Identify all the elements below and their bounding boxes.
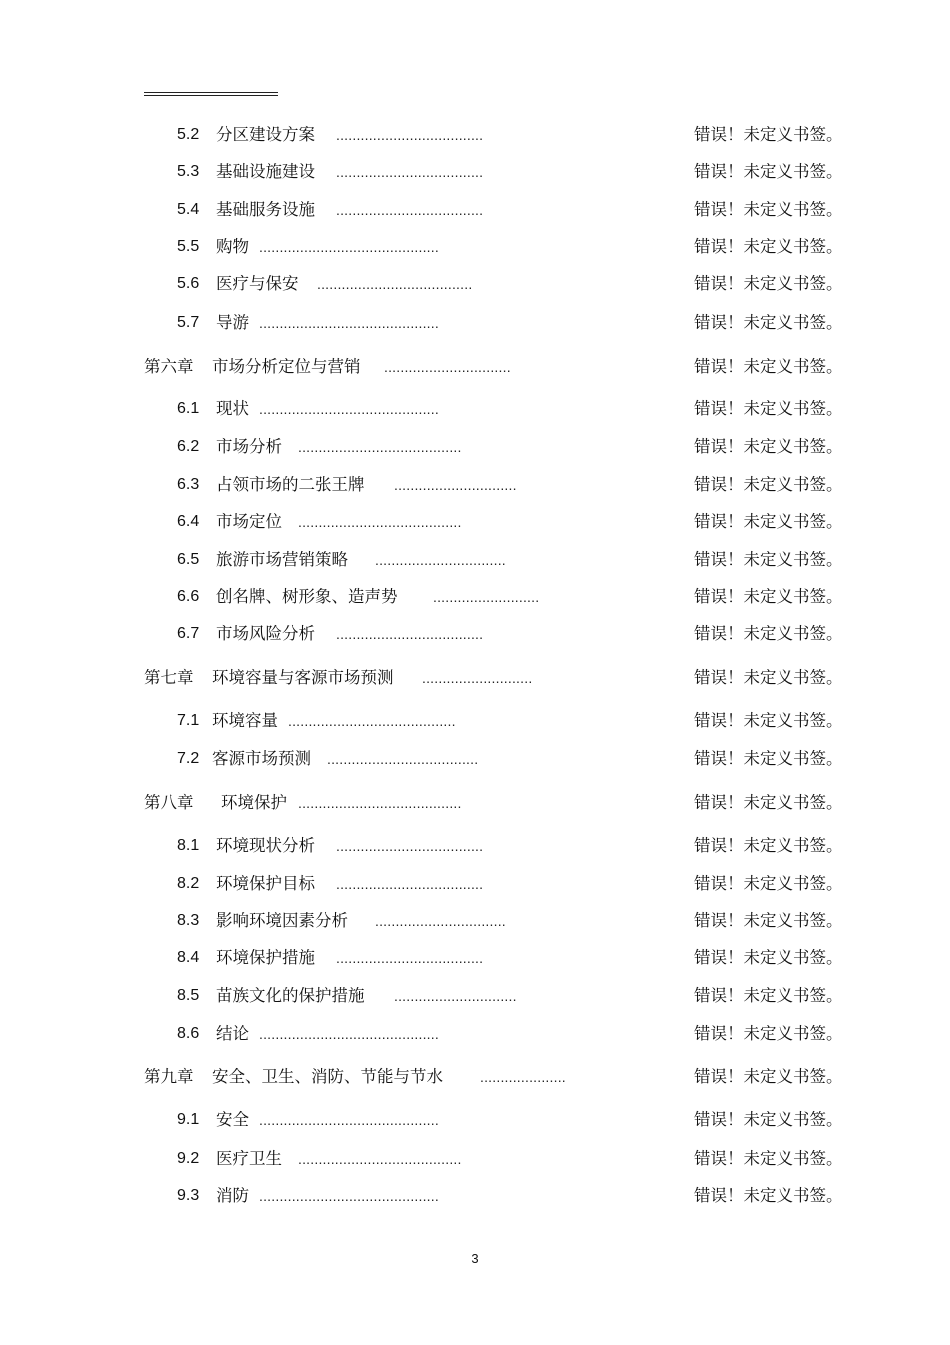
- toc-entry-title: 安全、卫生、消防、节能与节水: [212, 1067, 443, 1086]
- toc-entry-page: 错误！未定义书签。: [694, 1110, 843, 1129]
- toc-entry-leader: ................................: [375, 913, 506, 929]
- toc-entry-number: 5.3: [177, 163, 200, 180]
- toc-entry-title: 环境容量与客源市场预测: [212, 668, 394, 687]
- toc-chapter-entry[interactable]: [0, 666, 950, 690]
- toc-entry-leader: ............................................: [259, 1188, 439, 1204]
- toc-entry[interactable]: [0, 160, 950, 184]
- toc-entry-title: 现状: [216, 399, 249, 418]
- toc-entry-number: 6.7: [177, 625, 200, 642]
- toc-entry-title: 影响环境因素分析: [216, 911, 348, 930]
- toc-entry-number: 6.1: [177, 400, 200, 417]
- page-number: 3: [471, 1251, 479, 1266]
- toc-entry[interactable]: [0, 123, 950, 147]
- header-rule: [144, 92, 278, 96]
- toc-entry-page: 错误！未定义书签。: [694, 624, 843, 643]
- toc-entry-page: 错误！未定义书签。: [694, 711, 843, 730]
- toc-entry-title: 导游: [216, 313, 249, 332]
- toc-entry-title: 消防: [216, 1186, 249, 1205]
- toc-entry-page: 错误！未定义书签。: [694, 1067, 843, 1086]
- toc-entry-title: 旅游市场营销策略: [216, 550, 348, 569]
- toc-entry-page: 错误！未定义书签。: [694, 162, 843, 181]
- toc-entry-title: 医疗卫生: [216, 1149, 282, 1168]
- toc-entry[interactable]: [0, 1022, 950, 1046]
- toc-entry[interactable]: [0, 1184, 950, 1208]
- toc-entry-number: 8.3: [177, 912, 200, 929]
- toc-entry-page: 错误！未定义书签。: [694, 274, 843, 293]
- toc-entry-title: 苗族文化的保护措施: [216, 986, 365, 1005]
- toc-entry-leader: ....................................: [336, 950, 484, 966]
- toc-entry[interactable]: [0, 834, 950, 858]
- toc-entry[interactable]: [0, 909, 950, 933]
- toc-entry-page: 错误！未定义书签。: [694, 793, 843, 812]
- toc-entry-title: 结论: [216, 1024, 249, 1043]
- toc-entry[interactable]: [0, 872, 950, 896]
- toc-entry[interactable]: [0, 946, 950, 970]
- toc-entry-number: 7.1: [177, 712, 200, 729]
- toc-entry-page: 错误！未定义书签。: [694, 749, 843, 768]
- toc-entry-page: 错误！未定义书签。: [694, 587, 843, 606]
- toc-entry-page: 错误！未定义书签。: [694, 357, 843, 376]
- toc-entry-leader: ...........................: [422, 670, 533, 686]
- toc-entry-leader: ....................................: [336, 202, 484, 218]
- toc-entry[interactable]: [0, 311, 950, 335]
- toc-entry-title: 市场定位: [216, 512, 282, 531]
- toc-entry-number: 5.4: [177, 201, 200, 218]
- toc-entry-leader: ..............................: [394, 477, 517, 493]
- toc-entry-number: 9.1: [177, 1111, 200, 1128]
- toc-entry-number: 7.2: [177, 750, 200, 767]
- toc-entry-title: 环境保护: [221, 793, 287, 812]
- toc-entry[interactable]: [0, 397, 950, 421]
- toc-entry-number: 8.6: [177, 1025, 200, 1042]
- toc-entry-title: 环境保护措施: [216, 948, 315, 967]
- toc-entry-page: 错误！未定义书签。: [694, 125, 843, 144]
- toc-entry-page: 错误！未定义书签。: [694, 1186, 843, 1205]
- toc-entry-title: 基础服务设施: [216, 200, 315, 219]
- toc-chapter-number: 第六章: [144, 357, 194, 376]
- toc-entry-number: 5.2: [177, 126, 200, 143]
- toc-entry-page: 错误！未定义书签。: [694, 1024, 843, 1043]
- toc-entry-leader: ........................................: [298, 1151, 462, 1167]
- toc-chapter-entry[interactable]: [0, 791, 950, 815]
- toc-chapter-number: 第八章: [144, 793, 194, 812]
- toc-entry-leader: ....................................: [336, 838, 484, 854]
- toc-entry-page: 错误！未定义书签。: [694, 437, 843, 456]
- toc-entry-number: 5.6: [177, 275, 200, 292]
- toc-entry-page: 错误！未定义书签。: [694, 475, 843, 494]
- toc-entry-page: 错误！未定义书签。: [694, 948, 843, 967]
- toc-entry-number: 6.4: [177, 513, 200, 530]
- toc-entry-number: 6.5: [177, 551, 200, 568]
- toc-entry-title: 市场风险分析: [216, 624, 315, 643]
- toc-entry-title: 环境容量: [212, 711, 278, 730]
- toc-entry-leader: .....................................: [327, 751, 479, 767]
- toc-entry-number: 9.3: [177, 1187, 200, 1204]
- toc-entry-number: 8.2: [177, 875, 200, 892]
- toc-entry-leader: ....................................: [336, 626, 484, 642]
- toc-entry-leader: ..............................: [394, 988, 517, 1004]
- toc-entry-leader: ......................................: [317, 276, 473, 292]
- toc-entry-number: 8.4: [177, 949, 200, 966]
- toc-entry-title: 客源市场预测: [212, 749, 311, 768]
- toc-entry-page: 错误！未定义书签。: [694, 313, 843, 332]
- toc-chapter-number: 第九章: [144, 1067, 194, 1086]
- toc-entry-title: 安全: [216, 1110, 249, 1129]
- toc-entry-leader: ...............................: [384, 359, 511, 375]
- toc-entry-title: 医疗与保安: [216, 274, 299, 293]
- toc-entry-page: 错误！未定义书签。: [694, 911, 843, 930]
- toc-entry-number: 6.2: [177, 438, 200, 455]
- toc-entry-number: 6.6: [177, 588, 200, 605]
- toc-entry-page: 错误！未定义书签。: [694, 512, 843, 531]
- toc-entry-title: 基础设施建设: [216, 162, 315, 181]
- toc-entry[interactable]: [0, 1147, 950, 1171]
- toc-entry-number: 8.1: [177, 837, 200, 854]
- toc-chapter-number: 第七章: [144, 668, 194, 687]
- toc-entry-page: 错误！未定义书签。: [694, 399, 843, 418]
- toc-entry-number: 9.2: [177, 1150, 200, 1167]
- toc-entry-number: 8.5: [177, 987, 200, 1004]
- toc-entry[interactable]: [0, 585, 950, 609]
- toc-entry-page: 错误！未定义书签。: [694, 550, 843, 569]
- toc-entry[interactable]: [0, 272, 950, 296]
- toc-chapter-entry[interactable]: [0, 355, 950, 379]
- toc-entry-page: 错误！未定义书签。: [694, 1149, 843, 1168]
- toc-entry-leader: ............................................: [259, 1026, 439, 1042]
- toc-entry-title: 创名牌、树形象、造声势: [216, 587, 398, 606]
- toc-entry-leader: ........................................: [298, 795, 462, 811]
- toc-entry[interactable]: [0, 548, 950, 572]
- toc-entry-page: 错误！未定义书签。: [694, 874, 843, 893]
- toc-entry-number: 5.7: [177, 314, 200, 331]
- toc-entry-page: 错误！未定义书签。: [694, 836, 843, 855]
- toc-entry-number: 6.3: [177, 476, 200, 493]
- toc-entry[interactable]: [0, 510, 950, 534]
- toc-entry-leader: .....................: [480, 1069, 566, 1085]
- toc-entry-title: 购物: [216, 237, 249, 256]
- toc-entry-leader: ..........................: [433, 589, 540, 605]
- toc-entry-number: 5.5: [177, 238, 200, 255]
- toc-entry-leader: ........................................: [298, 439, 462, 455]
- toc-entry-title: 占领市场的二张王牌: [216, 475, 365, 494]
- toc-entry-leader: ....................................: [336, 164, 484, 180]
- toc-entry-page: 错误！未定义书签。: [694, 200, 843, 219]
- toc-entry-leader: .........................................: [288, 713, 456, 729]
- toc-entry[interactable]: [0, 747, 950, 771]
- toc-entry[interactable]: [0, 709, 950, 733]
- toc-entry-title: 市场分析: [216, 437, 282, 456]
- toc-entry-leader: ............................................: [259, 239, 439, 255]
- toc-entry-page: 错误！未定义书签。: [694, 668, 843, 687]
- toc-entry-leader: ................................: [375, 552, 506, 568]
- toc-entry[interactable]: [0, 984, 950, 1008]
- toc-entry-page: 错误！未定义书签。: [694, 237, 843, 256]
- toc-entry-leader: ............................................: [259, 401, 439, 417]
- toc-entry-page: 错误！未定义书签。: [694, 986, 843, 1005]
- toc-entry-leader: ............................................: [259, 315, 439, 331]
- toc-entry[interactable]: [0, 235, 950, 259]
- toc-entry-title: 环境现状分析: [216, 836, 315, 855]
- toc-entry[interactable]: [0, 622, 950, 646]
- toc-entry-leader: ....................................: [336, 127, 484, 143]
- toc-entry[interactable]: [0, 435, 950, 459]
- toc-entry[interactable]: [0, 198, 950, 222]
- toc-entry[interactable]: [0, 473, 950, 497]
- toc-entry[interactable]: [0, 1108, 950, 1132]
- toc-chapter-entry[interactable]: [0, 1065, 950, 1089]
- toc-entry-leader: ............................................: [259, 1112, 439, 1128]
- toc-entry-leader: ........................................: [298, 514, 462, 530]
- toc-entry-title: 环境保护目标: [216, 874, 315, 893]
- toc-entry-leader: ....................................: [336, 876, 484, 892]
- toc-entry-title: 分区建设方案: [216, 125, 315, 144]
- toc-entry-title: 市场分析定位与营销: [212, 357, 361, 376]
